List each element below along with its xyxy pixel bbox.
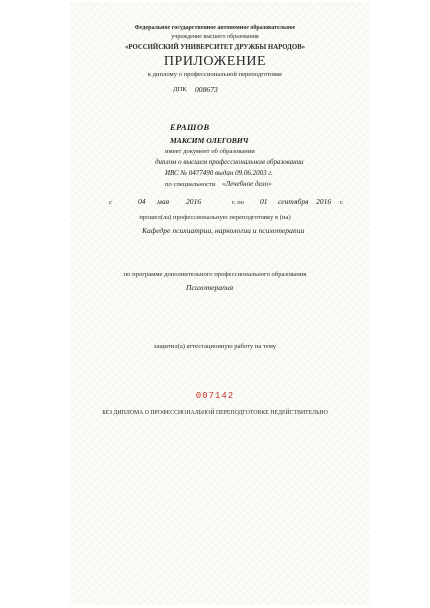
serial-number: 007142 (195, 391, 235, 401)
holder-surname: ЕРАШОВ (170, 123, 210, 132)
training-label: прошел(ла) профессиональную переподготовку в (на) (139, 214, 291, 221)
document-type: диплом о высшем профессиональном образовании (155, 158, 304, 166)
document-subtitle: к диплому о профессиональной переподготовке (147, 71, 283, 78)
document-title: ПРИЛОЖЕНИЕ (163, 54, 267, 69)
program-name: Психотерапия (186, 283, 234, 292)
period-from-label: с (109, 199, 112, 206)
header-line2: учреждение высшего образования (171, 34, 259, 40)
document-series: ИВС № 0477490 выдан 09.06.2003 г. (165, 169, 273, 177)
period-to-day: 01 (260, 197, 268, 206)
period-from-day: 04 (138, 197, 146, 206)
training-place: Кафедре психиатрии, наркологии и психотерапии (142, 226, 305, 235)
university-name: «РОССИЙСКИЙ УНИВЕРСИТЕТ ДРУЖБЫ НАРОДОВ» (124, 44, 306, 51)
holder-name: МАКСИМ ОЛЕГОВИЧ (170, 136, 249, 145)
validity-note: БЕЗ ДИПЛОМА О ПРОФЕССИОНАЛЬНОЙ ПЕРЕПОДГОТОВКЕ НЕДЕЙСТВИТЕЛЬНО (102, 410, 328, 416)
speciality-label: по специальности (165, 181, 216, 188)
period-middle-label: г. по (232, 199, 245, 206)
period-end-label: г. (340, 199, 344, 206)
has-document-label: имеет документ об образовании (165, 148, 255, 155)
period-to-month: сентября (278, 197, 309, 206)
period-from-month: мая (157, 197, 170, 206)
period-from-year: 2016 (186, 197, 202, 206)
diploma-number: 008673 (195, 85, 218, 94)
program-label: по программе дополнительного профессионального образования (123, 271, 307, 278)
period-to-year: 2016 (316, 197, 332, 206)
diploma-label: ДПК (173, 86, 187, 93)
speciality-value: «Лечебное дело» (222, 180, 272, 188)
header-line1: Федеральное государственное автономное образовательное (134, 25, 296, 31)
document-paper (70, 2, 370, 605)
thesis-label: защитил(а) аттестационную работу на тему (153, 343, 277, 350)
